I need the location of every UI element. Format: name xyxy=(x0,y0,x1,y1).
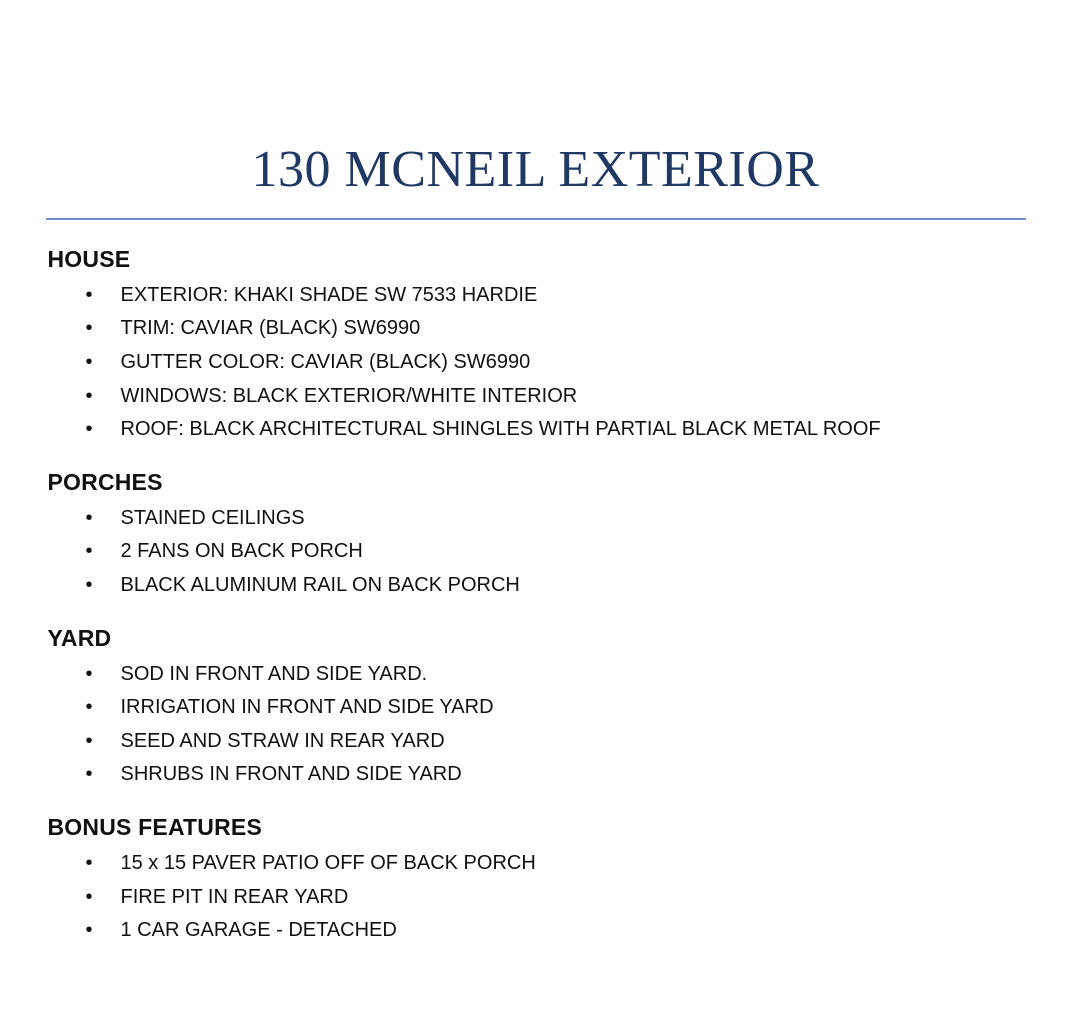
bullet-icon: • xyxy=(85,763,93,786)
bullet-icon: • xyxy=(85,919,93,942)
bullet-icon: • xyxy=(85,384,93,407)
bullet-icon: • xyxy=(85,350,93,373)
list-item xyxy=(46,691,1026,725)
bullet-icon: • xyxy=(85,317,93,340)
list-item xyxy=(46,346,1026,380)
bullet-icon: • xyxy=(85,851,93,874)
list-item-text: 1 CAR GARAGE - DETACHED xyxy=(120,919,397,942)
list-item-text: IRRIGATION IN FRONT AND SIDE YARD xyxy=(120,696,494,719)
list-item xyxy=(46,847,1026,881)
list-item xyxy=(46,279,1026,313)
section-yard xyxy=(46,625,1026,792)
list-item-text: 2 FANS ON BACK PORCH xyxy=(120,540,363,563)
list-item xyxy=(46,502,1026,536)
bullet-icon: • xyxy=(85,662,93,685)
list-item-text: FIRE PIT IN REAR YARD xyxy=(120,885,349,908)
list-item xyxy=(46,725,1026,759)
bullet-icon: • xyxy=(85,283,93,306)
list-item-text: ROOF: BLACK ARCHITECTURAL SHINGLES WITH PARTIAL BLACK METAL ROOF xyxy=(120,418,881,441)
bullet-icon: • xyxy=(85,729,93,752)
section-heading: HOUSE xyxy=(47,245,131,272)
list-item-text: SEED AND STRAW IN REAR YARD xyxy=(120,729,445,752)
section-heading: YARD xyxy=(47,624,112,651)
bullet-icon: • xyxy=(85,506,93,529)
section-heading: PORCHES xyxy=(47,468,163,495)
bullet-list xyxy=(46,658,1026,792)
list-item-text: WINDOWS: BLACK EXTERIOR/WHITE INTERIOR xyxy=(120,384,578,407)
section-bonus-features xyxy=(46,814,1026,948)
list-item xyxy=(46,380,1026,414)
list-item xyxy=(46,914,1026,948)
list-item-text: SOD IN FRONT AND SIDE YARD. xyxy=(120,662,428,685)
list-item xyxy=(46,658,1026,692)
bullet-icon: • xyxy=(85,885,93,908)
list-item xyxy=(46,535,1026,569)
bullet-list xyxy=(46,847,1026,948)
list-item-text: SHRUBS IN FRONT AND SIDE YARD xyxy=(120,763,462,786)
section-house xyxy=(46,246,1026,447)
list-item xyxy=(46,569,1026,603)
bullet-list xyxy=(46,502,1026,603)
page-title: 130 MCNEIL EXTERIOR xyxy=(251,141,820,198)
bullet-icon: • xyxy=(85,540,93,563)
list-item-text: GUTTER COLOR: CAVIAR (BLACK) SW6990 xyxy=(120,350,531,373)
list-item-text: BLACK ALUMINUM RAIL ON BACK PORCH xyxy=(120,573,520,596)
list-item-text: TRIM: CAVIAR (BLACK) SW6990 xyxy=(120,317,421,340)
section-porches xyxy=(46,469,1026,603)
list-item-text: STAINED CEILINGS xyxy=(120,506,305,529)
bullet-icon: • xyxy=(85,573,93,596)
list-item-text: 15 x 15 PAVER PATIO OFF OF BACK PORCH xyxy=(120,851,536,874)
list-item xyxy=(46,758,1026,792)
list-item xyxy=(46,312,1026,346)
list-item xyxy=(46,413,1026,447)
list-item-text: EXTERIOR: KHAKI SHADE SW 7533 HARDIE xyxy=(120,283,538,306)
list-item xyxy=(46,881,1026,915)
document-body xyxy=(46,220,1026,948)
section-heading: BONUS FEATURES xyxy=(47,813,262,840)
bullet-icon: • xyxy=(85,418,93,441)
bullet-list xyxy=(46,279,1026,447)
bullet-icon: • xyxy=(85,696,93,719)
